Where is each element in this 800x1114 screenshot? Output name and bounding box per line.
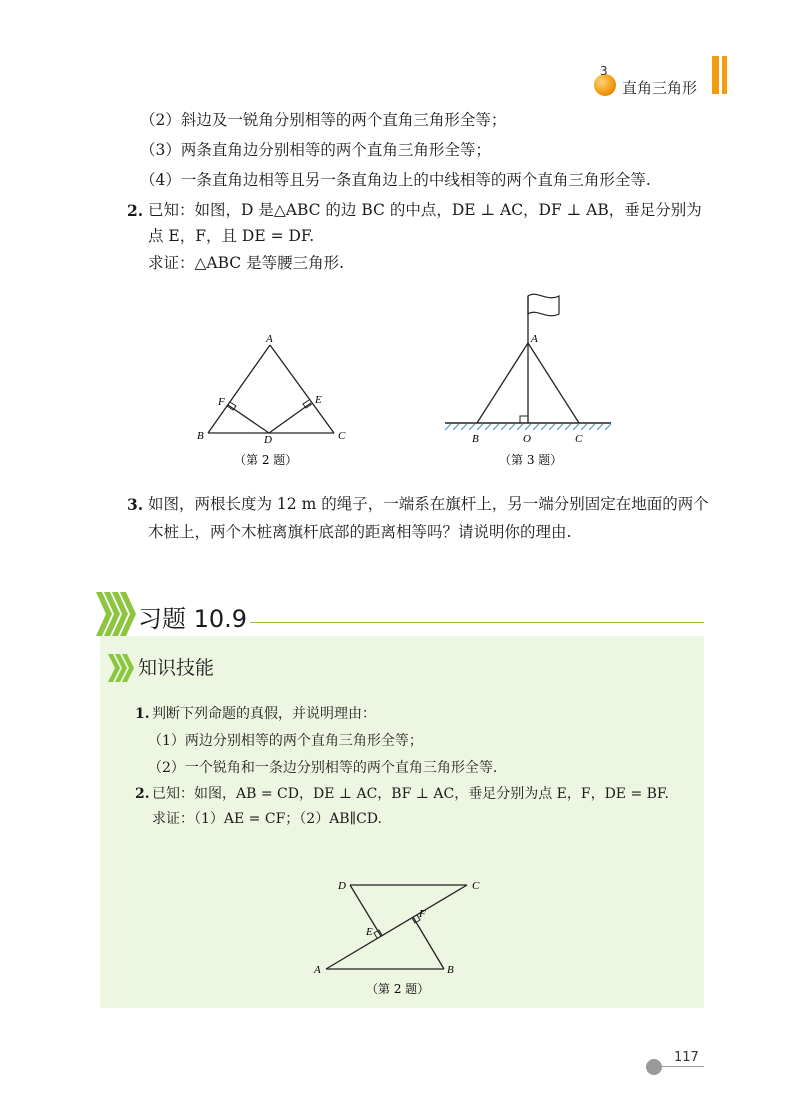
page-dot-icon	[646, 1059, 662, 1075]
list-item: （2）斜边及一锐角分别相等的两个直角三角形全等；	[140, 111, 507, 129]
question-text: 求证：△ABC 是等腰三角形.	[148, 254, 345, 272]
header-bar-decoration	[722, 56, 727, 94]
question-text: 已知：如图，AB = CD，DE ⊥ AC，BF ⊥ AC，垂足分别为点 E，F，DE = BF.	[152, 786, 669, 802]
point-label: B	[197, 430, 204, 442]
list-item: （2）一个锐角和一条边分别相等的两个直角三角形全等.	[148, 760, 498, 776]
figure-exercise-2	[310, 875, 490, 1000]
figure-caption: （第 2 题）	[366, 982, 430, 996]
section-subtitle: 知识技能	[138, 657, 215, 679]
list-item: （4）一条直角边相等且另一条直角边上的中线相等的两个直角三角形全等.	[140, 171, 651, 189]
page-number: 117	[674, 1050, 699, 1065]
question-number: 2.	[135, 786, 150, 802]
figure-caption: （第 3 题）	[499, 453, 563, 467]
point-label: B	[472, 433, 479, 445]
chapter-number: 3	[600, 64, 608, 78]
point-label: C	[575, 433, 583, 445]
question-text: 判断下列命题的真假，并说明理由：	[152, 706, 376, 722]
point-label: A	[314, 964, 321, 976]
question-text: 求证：（1）AE = CF；（2）AB∥CD.	[152, 811, 382, 827]
point-label: D	[264, 434, 272, 446]
chevron-decoration-icon	[96, 592, 136, 636]
point-label: B	[447, 964, 454, 976]
point-label: O	[523, 433, 531, 445]
title-rule	[250, 622, 704, 623]
question-text: 木桩上，两个木桩离旗杆底部的距离相等吗？请说明你的理由.	[148, 523, 572, 541]
list-item: （3）两条直角边分别相等的两个直角三角形全等；	[140, 141, 491, 159]
question-text: 点 E，F，且 DE = DF.	[148, 227, 315, 245]
footer-rule	[662, 1066, 704, 1067]
header-bar-decoration	[712, 56, 719, 94]
figure-question-2	[190, 325, 360, 470]
exercise-title: 习题 10.9	[138, 605, 248, 633]
point-label: E	[366, 926, 373, 938]
question-text: 已知：如图，D 是△ABC 的边 BC 的中点，DE ⊥ AC，DF ⊥ AB，垂足分别为	[148, 201, 702, 219]
chevron-decoration-icon	[108, 654, 138, 682]
point-label: D	[338, 880, 346, 892]
question-number: 2.	[127, 201, 144, 220]
chapter-title: 直角三角形	[622, 79, 698, 97]
figure-caption: （第 2 题）	[234, 453, 298, 467]
list-item: （1）两边分别相等的两个直角三角形全等；	[148, 733, 423, 749]
point-label: A	[266, 333, 273, 345]
question-number: 1.	[135, 706, 150, 722]
point-label: F	[419, 908, 426, 920]
figure-question-3	[445, 288, 615, 470]
question-number: 3.	[127, 495, 144, 514]
point-label: F	[218, 396, 225, 408]
point-label: C	[472, 880, 480, 892]
point-label: E	[315, 394, 322, 406]
point-label: C	[338, 430, 346, 442]
question-text: 如图，两根长度为 12 m 的绳子，一端系在旗杆上，另一端分别固定在地面的两个	[148, 495, 709, 513]
point-label: A	[531, 333, 538, 345]
